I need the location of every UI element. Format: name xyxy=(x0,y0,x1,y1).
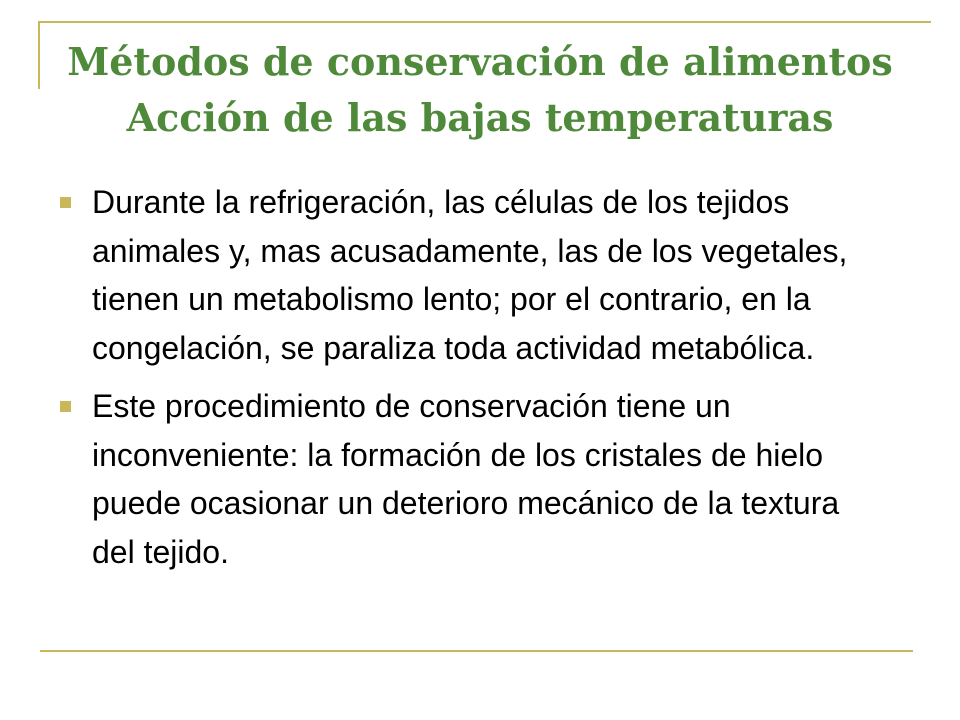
bullet-list xyxy=(60,178,880,586)
bullet-text: Este procedimiento de conservación tiene un inconveniente: la formación de los cristales de hielo puede ocasionar un deterioro mecánico de la textura del tejido. xyxy=(92,388,840,570)
slide-title xyxy=(40,34,920,146)
bullet-text: Durante la refrigeración, las células de los tejidos animales y, mas acusadamente, las de los vegetales, tienen un metabolismo lento; por el contrario, en la congelación, se paraliza toda actividad metabólica. xyxy=(92,184,848,366)
square-bullet-icon xyxy=(60,197,71,208)
title-line-1: Métodos de conservación de alimentos xyxy=(67,39,893,84)
square-bullet-icon xyxy=(60,401,71,412)
bottom-border-line xyxy=(40,650,913,652)
title-line-2: Acción de las bajas temperaturas xyxy=(126,95,834,140)
list-item xyxy=(60,178,880,372)
top-border-line xyxy=(38,21,931,23)
list-item xyxy=(60,382,880,576)
